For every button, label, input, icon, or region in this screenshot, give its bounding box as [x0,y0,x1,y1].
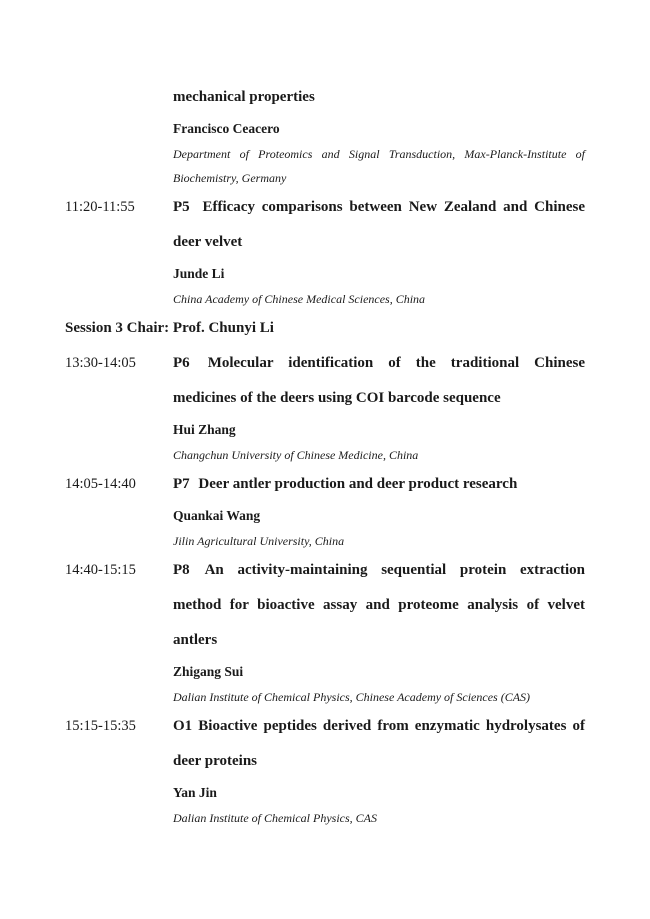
affiliation-line: Department of Proteomics and Signal Transduction, Max-Planck-Institute of [173,147,585,161]
entry-code: P5 [173,199,190,215]
affiliation-line: China Academy of Chinese Medical Sciences, China [173,292,426,306]
entry-title-line: deer proteins [173,753,258,769]
affiliation-line: Dalian Institute of Chemical Physics, Chinese Academy of Sciences (CAS) [173,690,531,704]
program-entry [65,346,585,467]
entry-content [173,709,585,830]
affiliation-line: Dalian Institute of Chemical Physics, CAS [173,811,377,825]
entry-time: 13:30-14:05 [65,355,136,371]
entry-code: P6 [173,355,190,371]
entry-title-line [173,346,585,381]
entry-title-text: Molecular identification of the traditional Chinese [207,355,586,371]
entry-code: P8 [173,562,190,578]
entry-title-text: Deer antler production and deer product research [198,476,518,492]
entry-title-line: method for bioactive assay and proteome analysis of velvet [173,597,585,613]
entry-content [173,80,585,190]
entry-content [173,467,585,553]
entry-title-line: medicines of the deers using COI barcode sequence [173,390,501,406]
entry-title-line [173,190,585,225]
entry-title-line: deer velvet [173,234,243,250]
entry-title-text: Efficacy comparisons between New Zealand and Chinese [202,199,585,215]
entry-time: 14:05-14:40 [65,476,136,492]
entry-code: P7 [173,476,190,492]
speaker-name: Quankai Wang [173,508,261,523]
entry-title-text: An activity-maintaining sequential protein extraction [204,562,585,578]
entry-content [173,190,585,311]
affiliation-line: Jilin Agricultural University, China [173,534,345,548]
program-entry [65,553,585,709]
entry-title-text: Bioactive peptides derived from enzymatic hydrolysates of [198,718,586,734]
entry-title-line [173,467,585,502]
affiliation-line: Changchun University of Chinese Medicine, China [173,448,419,462]
session-header: Session 3 Chair: Prof. Chunyi Li [65,320,274,336]
program-entry [65,709,585,830]
program-entry [65,80,585,190]
program-entry [65,467,585,553]
entry-title-line [173,709,585,744]
entry-time: 15:15-15:35 [65,718,136,734]
affiliation-line: Biochemistry, Germany [173,171,287,185]
entry-title-line: antlers [173,632,218,648]
entry-content [173,346,585,467]
speaker-name: Junde Li [173,266,225,281]
program-entry [65,190,585,311]
entry-content [173,553,585,709]
entry-time: 14:40-15:15 [65,562,136,578]
entry-time: 11:20-11:55 [65,199,135,215]
entry-title-line [173,553,585,588]
speaker-name: Zhigang Sui [173,664,244,679]
speaker-name: Hui Zhang [173,422,236,437]
speaker-name: Francisco Ceacero [173,121,280,136]
entry-title-line: mechanical properties [173,89,315,105]
speaker-name: Yan Jin [173,785,217,800]
entry-code: O1 [173,718,193,734]
